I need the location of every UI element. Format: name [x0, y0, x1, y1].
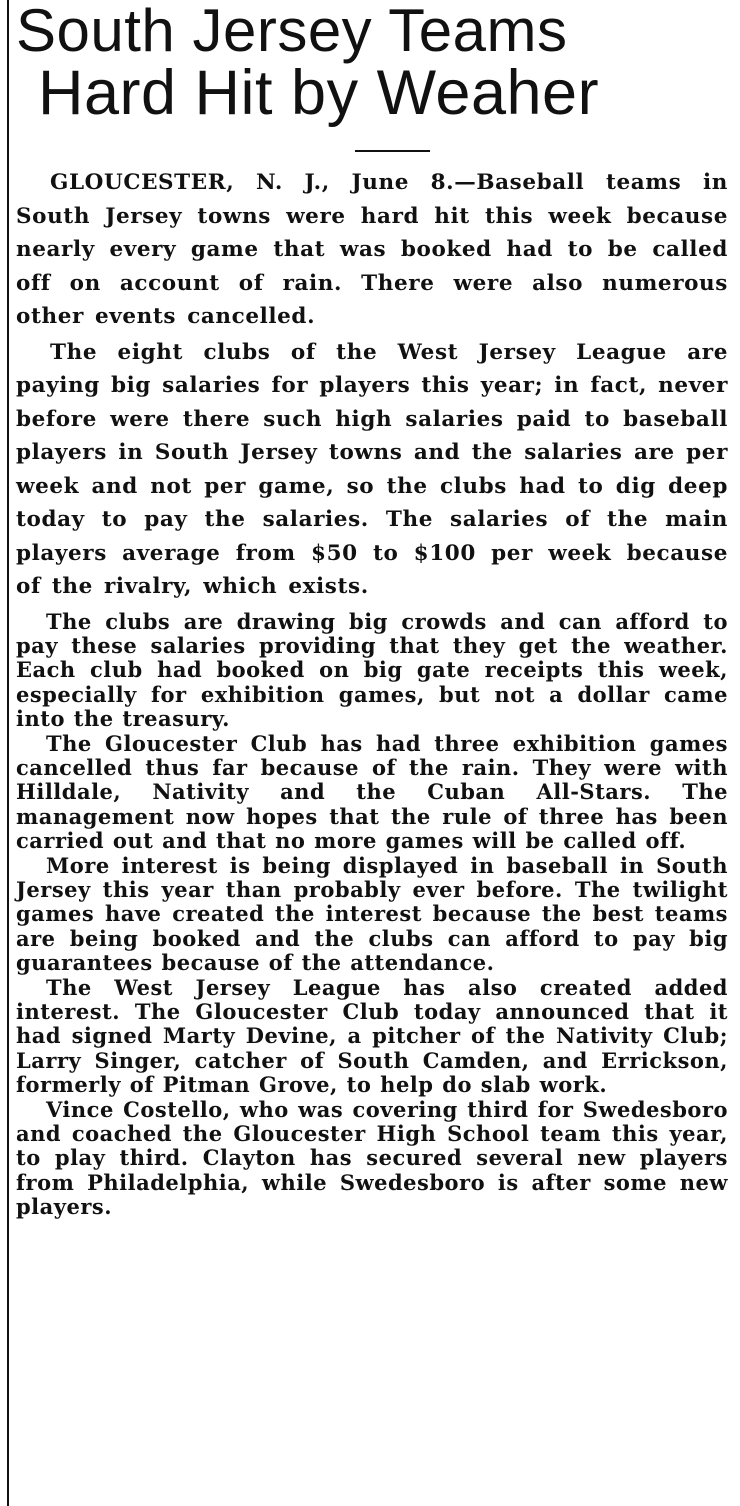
- article-body: [16, 166, 728, 1220]
- paragraph-salaries: The eight clubs of the West Jersey League are paying big salaries for players this year; in fact, never before were there such high salaries paid to baseball players in South Jersey towns and the salaries are per week and not per game, so the clubs had to dig deep today to pay the salaries. The salaries of the main players average from $50 to $100 per week because of the rivalry, which exists.: [16, 339, 728, 599]
- paragraph-crowds: The clubs are drawing big crowds and can afford to pay these salaries providing that they get the weather. Each club had booked on big gate receipts this week, especially for exhibition games, but not a dollar came into the treasury.: [16, 608, 728, 732]
- paragraph-dateline: GLOUCESTER, N. J., June 8.—Baseball teams in South Jersey towns were hard hit this week because nearly every game that was booked had to be called off on account of rain. There were also numerous other events cancelled.: [16, 170, 728, 329]
- article-body-section: [16, 610, 728, 1220]
- article-lead-section: [16, 166, 728, 604]
- paragraph-west-jersey-league: The West Jersey League has also created added interest. The Gloucester Club today announced that it had signed Marty Devine, a pitcher of the Nativity Club; Larry Singer, catcher of South Camden, and Errickson, formerly of Pitman Grove, to help do slab work.: [16, 974, 728, 1098]
- paragraph-interest: More interest is being displayed in baseball in South Jersey this year than probably ever before. The twilight games have created the interest because the best teams are being booked and the clubs can afford to pay big guarantees because of the attendance.: [16, 852, 728, 976]
- column-rule: [7, 0, 9, 1506]
- headline-line-2: Hard Hit by Weaher: [38, 58, 600, 128]
- paragraph-costello: Vince Costello, who was covering third for Swedesboro and coached the Gloucester High School team this year, to play third. Clayton has secured several new players from Philadelphia, while Swedesboro is after some new players.: [16, 1096, 728, 1220]
- headline: [16, 0, 734, 128]
- headline-divider: [355, 150, 430, 152]
- headline-line-1: South Jersey Teams: [16, 0, 568, 64]
- paragraph-gloucester-club: The Gloucester Club has had three exhibition games cancelled thus far because of the rain. They were with Hilldale, Nativity and the Cuban All-Stars. The management now hopes that the rule of three has been carried out and that no more games will be called off.: [16, 730, 728, 854]
